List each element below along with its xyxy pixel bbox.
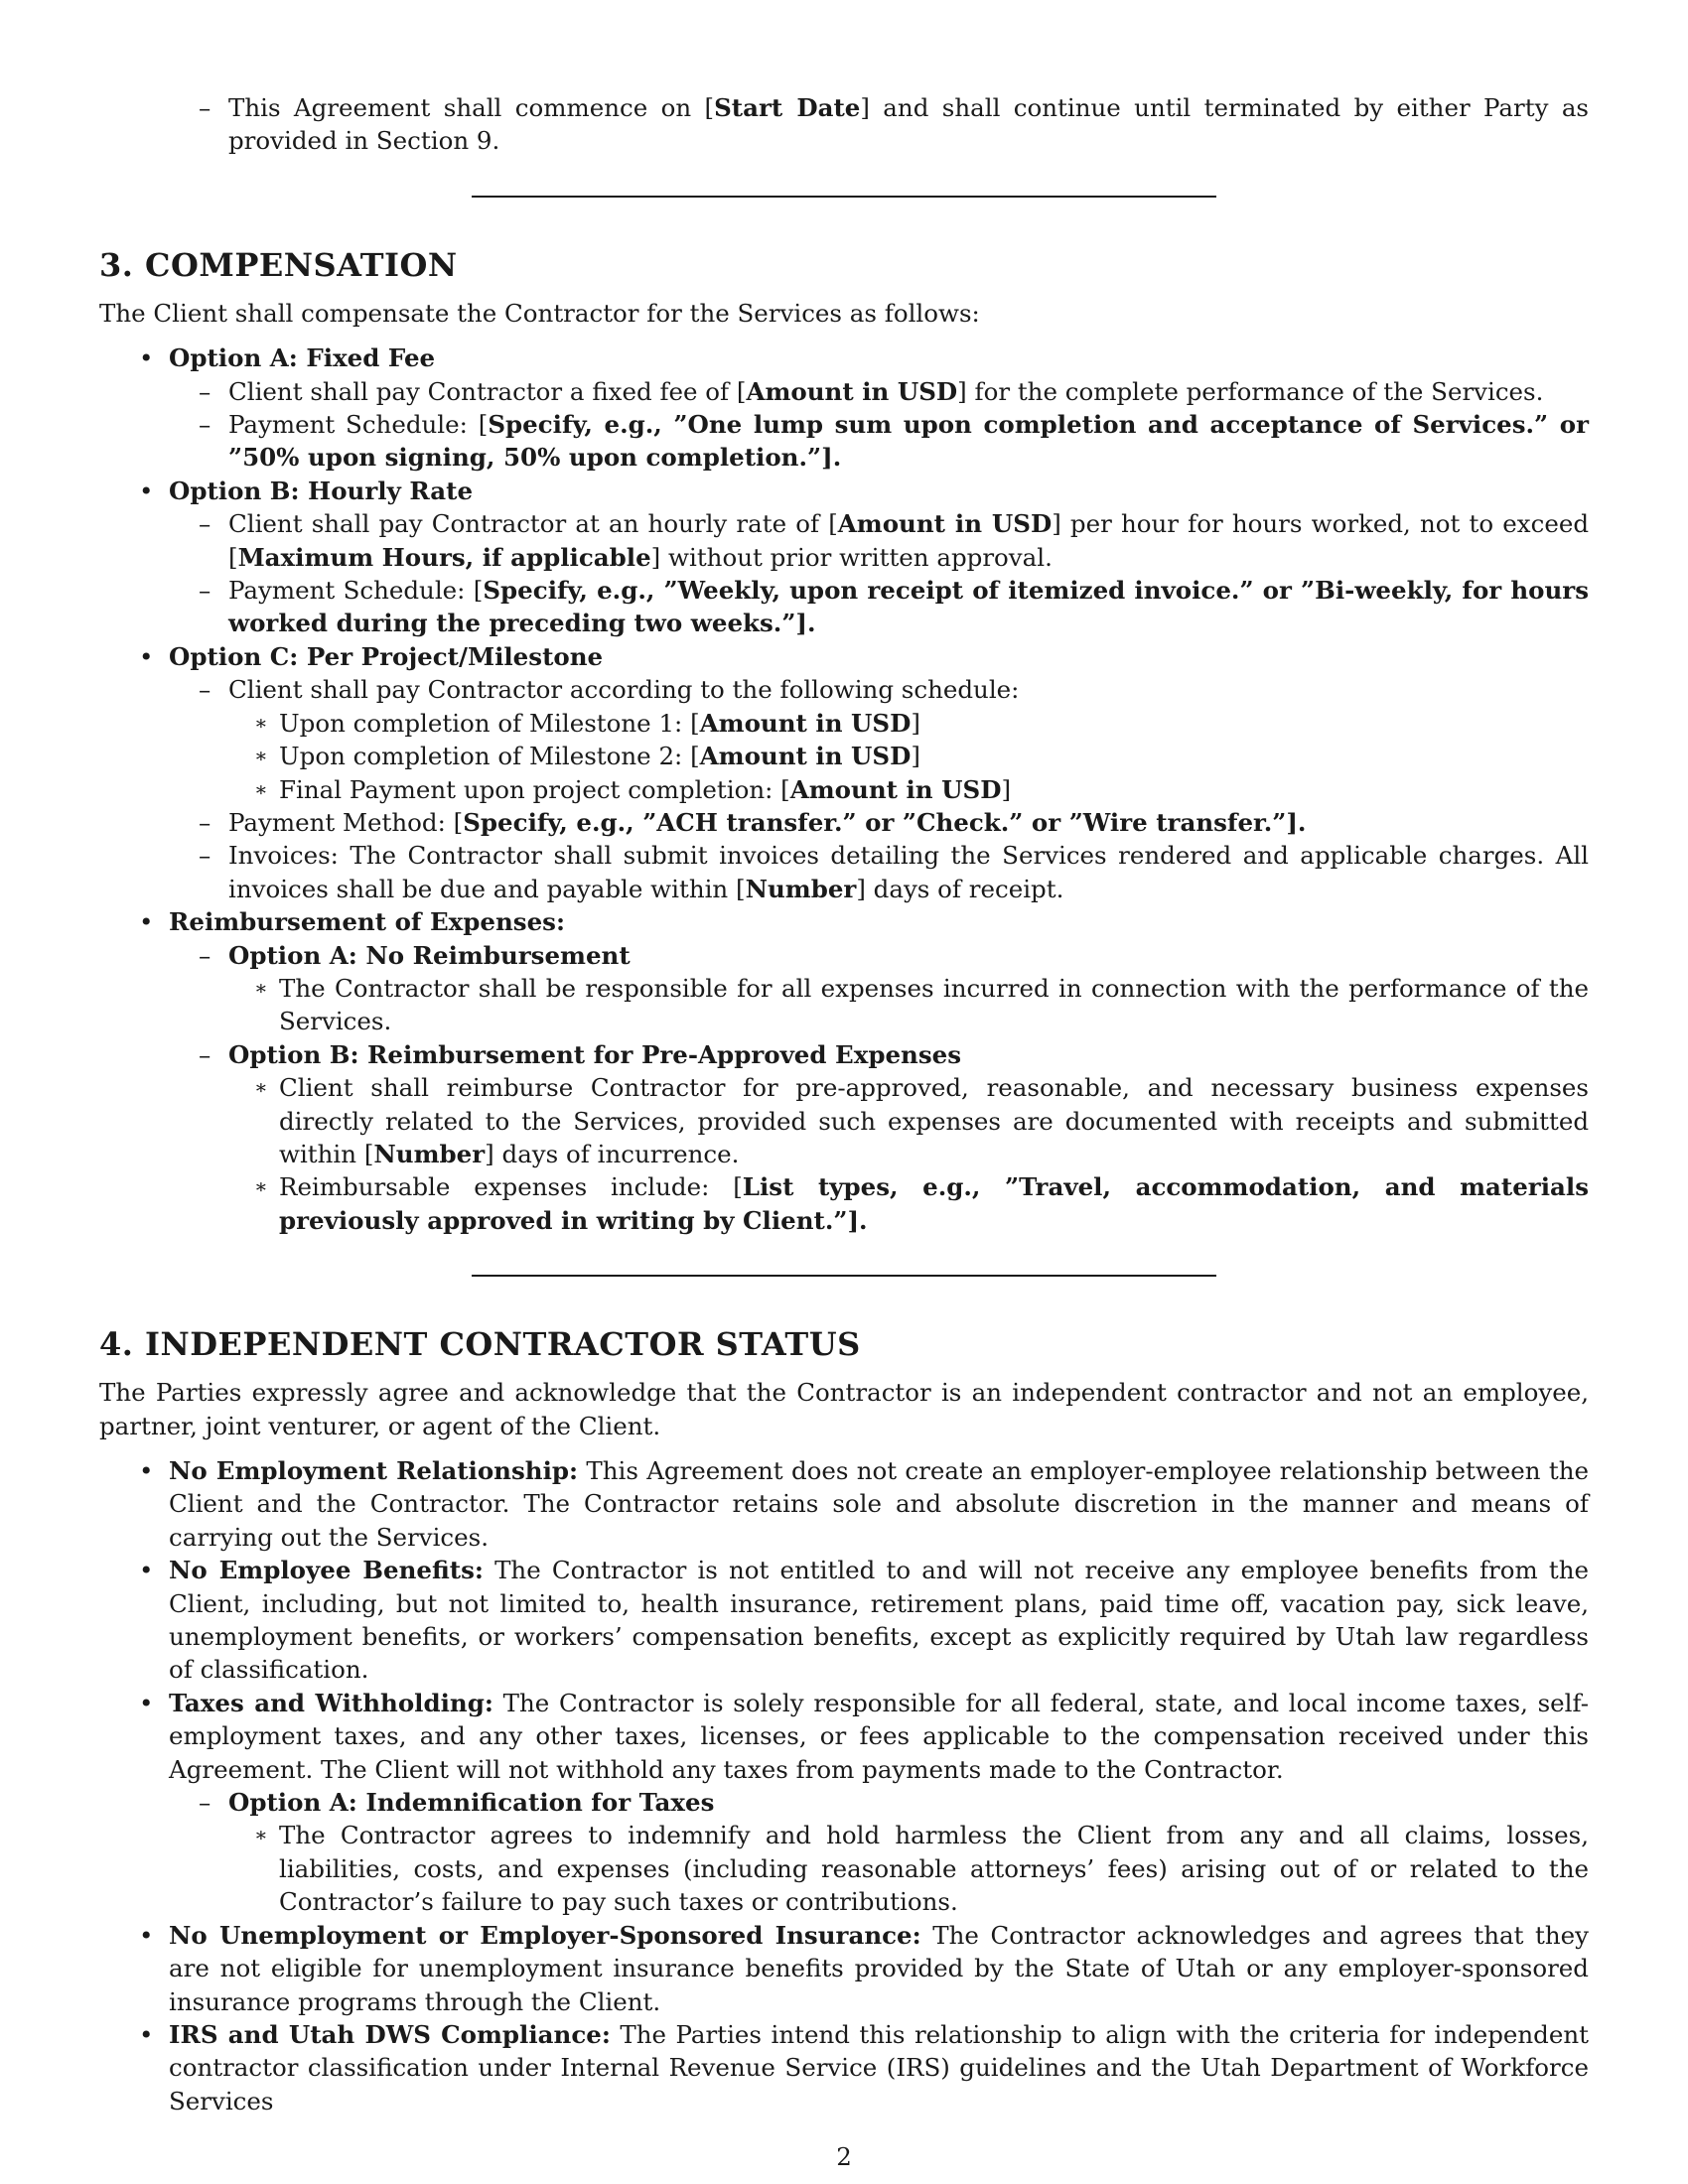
- milestone-item: ∗ Final Payment upon project completion: [Amount in USD]: [254, 774, 1011, 804]
- list-item: – Payment Method: [Specify, e.g., ”ACH transfer.” or ”Check.” or ”Wire transfer.”].: [199, 807, 1307, 837]
- list-item: – Option A: Indemnification for Taxes: [199, 1788, 715, 1818]
- milestone-item: ∗ Upon completion of Milestone 1: [Amount in USD]: [254, 708, 920, 738]
- list-item: • Taxes and Withholding: The Contractor is solely responsible for all federal, state, and local income taxes, self-employment taxes, and any other taxes, licenses, or fees applicable to the compensation received under this Agreement. The Client will not withhold any taxes from payments made to the Contractor.: [139, 1688, 1589, 1784]
- dash-marker: –: [199, 93, 211, 122]
- section-4-intro: The Parties expressly agree and acknowledge that the Contractor is an independent contractor and not an employee, partner, joint venturer, or agent of the Client.: [99, 1378, 1589, 1440]
- document-page: [99, 91, 1589, 2117]
- option-c-milestone: • Option C: Per Project/Milestone: [139, 641, 604, 671]
- reimbursement-of-expenses: • Reimbursement of Expenses:: [139, 907, 566, 937]
- list-item: ∗ Reimbursable expenses include: [List types, e.g., ”Travel, accommodation, and materials previously approved in writing by Client.”].: [254, 1172, 1589, 1235]
- list-item: – Option B: Reimbursement for Pre-Approved Expenses: [199, 1039, 962, 1069]
- list-item: – Invoices: The Contractor shall submit invoices detailing the Services rendered and applicable charges. All invoices shall be due and payable within [Number] days of receipt.: [199, 841, 1589, 903]
- list-item: ∗ The Contractor shall be responsible for all expenses incurred in connection with the performance of the Services.: [254, 973, 1589, 1036]
- section-3-heading: 3. COMPENSATION: [99, 245, 458, 284]
- list-item: – Payment Schedule: [Specify, e.g., ”One lump sum upon completion and acceptance of Services.” or ”50% upon signing, 50% upon completion.”].: [199, 410, 1589, 473]
- list-item: • IRS and Utah DWS Compliance: The Parties intend this relationship to align with the criteria for independent contractor classification under Internal Revenue Service (IRS) guidelines and the Utah Department of Workforce Services: [139, 2019, 1589, 2116]
- option-a-fixed-fee: • Option A: Fixed Fee: [139, 343, 436, 373]
- list-item: – Client shall pay Contractor at an hourly rate of [Amount in USD] per hour for hours worked, not to exceed [Maximum Hours, if applicable] without prior written approval.: [199, 509, 1590, 572]
- milestone-item: ∗ Upon completion of Milestone 2: [Amount in USD]: [254, 742, 920, 771]
- list-item: ∗ Client shall reimburse Contractor for pre-approved, reasonable, and necessary business expenses directly related to the Services, provided such expenses are documented with receipts and submitted within [Number] days of incurrence.: [254, 1073, 1589, 1168]
- section-3-intro: The Client shall compensate the Contractor for the Services as follows:: [99, 298, 980, 328]
- option-b-hourly-rate: • Option B: Hourly Rate: [139, 476, 474, 505]
- list-item: • No Unemployment or Employer-Sponsored Insurance: The Contractor acknowledges and agrees that they are not eligible for unemployment insurance benefits provided by the State of Utah or any employer-sponsored insurance programs through the Client.: [139, 1920, 1589, 2016]
- list-item: – Client shall pay Contractor according to the following schedule:: [199, 675, 1020, 705]
- commencement-clause: – This Agreement shall commence on [Start Date] and shall continue until terminated by either Party as provided in Section 9.: [199, 93, 1590, 156]
- list-item: – Client shall pay Contractor a fixed fee of [Amount in USD] for the complete performance of the Services.: [199, 376, 1544, 406]
- list-item: – Option A: No Reimbursement: [199, 940, 631, 970]
- list-item: – Payment Schedule: [Specify, e.g., ”Weekly, upon receipt of itemized invoice.” or ”Bi-weekly, for hours worked during the preceding two weeks.”].: [199, 576, 1589, 638]
- list-item: • No Employee Benefits: The Contractor is not entitled to and will not receive any employee benefits from the Client, including, but not limited to, health insurance, retirement plans, paid time off, vacation pay, sick leave, unemployment benefits, or workers’ compensation benefits, except as explicitly required by Utah law regardless of classification.: [139, 1556, 1589, 1685]
- page-number: 2: [836, 2142, 852, 2171]
- list-item: • No Employment Relationship: This Agreement does not create an employer-employee relationship between the Client and the Contractor. The Contractor retains sole and absolute discretion in the manner and means of carrying out the Services.: [139, 1456, 1589, 1552]
- section-4-heading: 4. INDEPENDENT CONTRACTOR STATUS: [99, 1325, 861, 1364]
- list-item: ∗ The Contractor agrees to indemnify and hold harmless the Client from any and all claims, losses, liabilities, costs, and expenses (including reasonable attorneys’ fees) arising out of or related to the Contractor’s failure to pay such taxes or contributions.: [254, 1821, 1589, 1917]
